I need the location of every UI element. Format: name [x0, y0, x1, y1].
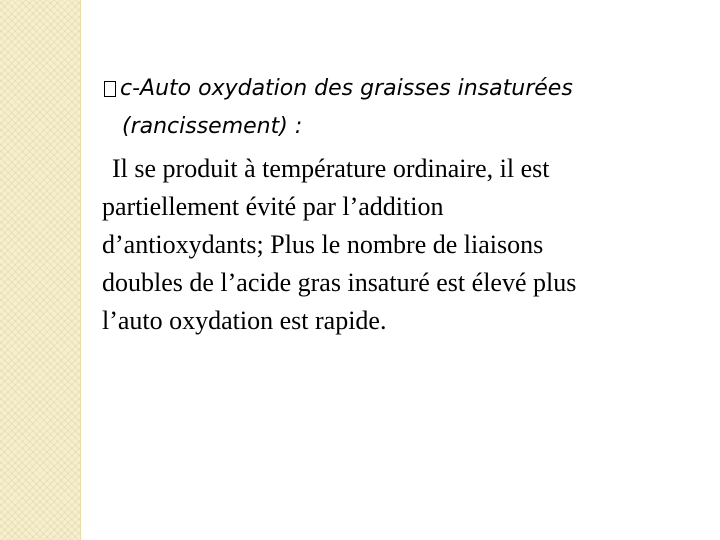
heading-line-1-text: c-Auto oxydation des graisses insaturées: [120, 76, 573, 101]
body-line-2: partiellement évité par l’addition: [102, 192, 444, 221]
missing-glyph-bullet-icon: [104, 81, 116, 97]
heading-line-2: (rancissement) :: [122, 114, 303, 139]
body-line-1: Il se produit à température ordinaire, il est: [112, 154, 550, 183]
body-line-3: d’antioxydants; Plus le nombre de liaisons: [102, 230, 544, 259]
body-line-4: doubles de l’acide gras insaturé est élevé plus: [102, 268, 577, 297]
slide-heading: [104, 70, 704, 146]
slide-body: [102, 150, 702, 340]
decorative-side-band: [0, 0, 80, 540]
side-band-divider: [80, 0, 81, 540]
body-line-5: l’auto oxydation est rapide.: [102, 306, 387, 335]
heading-line-1: [104, 70, 704, 108]
